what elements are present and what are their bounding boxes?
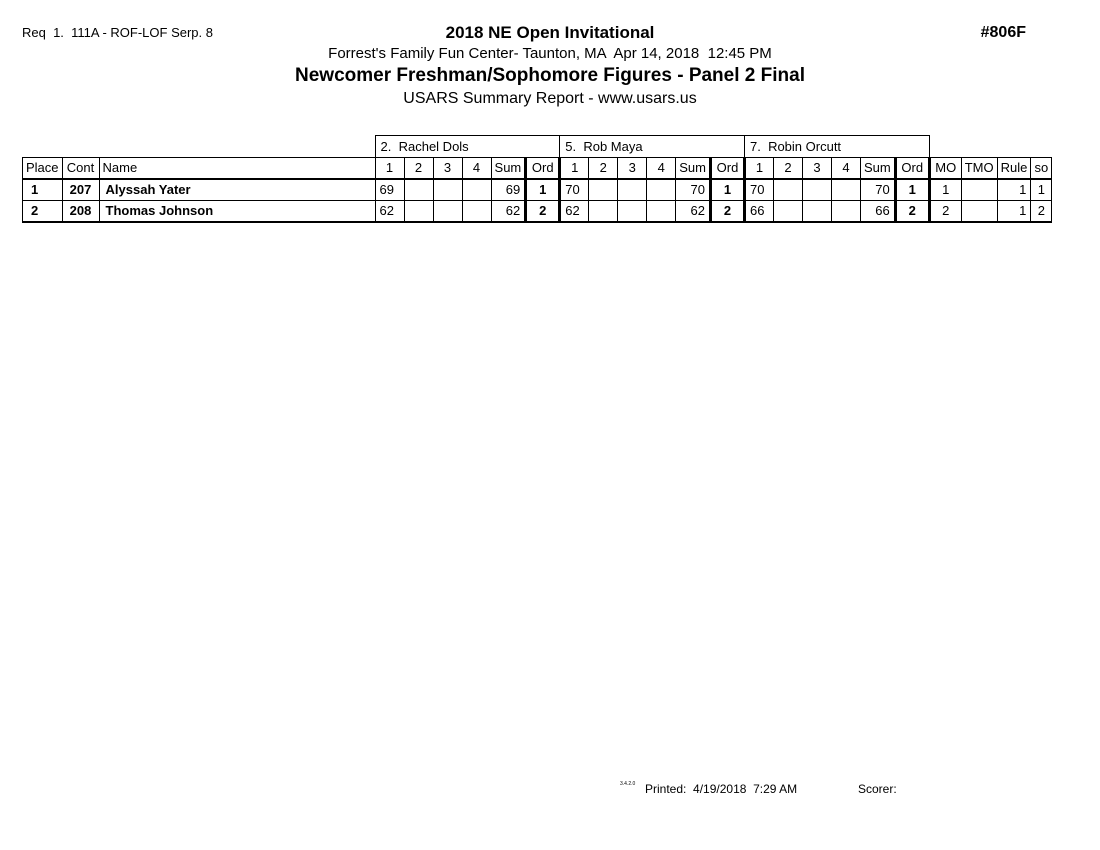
majority-ordinal-cell: 2	[929, 201, 961, 223]
j2-ordinal: 2	[711, 201, 745, 223]
sum-ordinals-cell: 1	[1031, 179, 1052, 201]
j2-score2	[589, 179, 618, 201]
j3-score2	[774, 201, 803, 223]
j2-score1: 62	[560, 201, 589, 223]
j3-score2	[774, 179, 803, 201]
software-version-tag: 3.4.2.0	[620, 781, 636, 787]
contestant-number-cell: 207	[62, 179, 99, 201]
total-majority-ordinal-cell	[961, 201, 997, 223]
j1-col-header-4: 4	[462, 158, 491, 180]
j2-score4	[647, 179, 676, 201]
j2-col-header-1: 1	[560, 158, 589, 180]
j1-col-header-ord: Ord	[526, 158, 560, 180]
j3-score1: 70	[745, 179, 774, 201]
j3-col-header-ord: Ord	[895, 158, 929, 180]
judge-row-left-spacer	[23, 136, 376, 158]
printed-datetime: 4/19/2018 7:29 AM	[693, 782, 798, 796]
col-header-rule: Rule	[997, 158, 1031, 180]
j3-col-header-sum: Sum	[861, 158, 896, 180]
j1-col-header-2: 2	[404, 158, 433, 180]
j2-col-header-ord: Ord	[711, 158, 745, 180]
j3-score4	[832, 179, 861, 201]
judge-3-name: 7. Robin Orcutt	[745, 136, 930, 158]
j2-score2	[589, 201, 618, 223]
col-header-cont: Cont	[62, 158, 99, 180]
j3-col-header-4: 4	[832, 158, 861, 180]
judge-row-right-spacer	[929, 136, 1052, 158]
table-row	[23, 179, 1052, 201]
col-header-so: so	[1031, 158, 1052, 180]
j2-col-header-2: 2	[589, 158, 618, 180]
results-table	[22, 135, 1052, 223]
j2-col-header-3: 3	[618, 158, 647, 180]
j1-sum: 69	[491, 179, 526, 201]
total-majority-ordinal-cell	[961, 179, 997, 201]
judge-names-row	[23, 136, 1052, 158]
printed-timestamp	[645, 782, 797, 796]
contestant-number-cell: 208	[62, 201, 99, 223]
j1-score3	[433, 179, 462, 201]
place-cell: 1	[23, 179, 63, 201]
j3-score4	[832, 201, 861, 223]
scorer-label: Scorer:	[858, 782, 897, 796]
j1-score4	[462, 201, 491, 223]
report-number: #806F	[980, 24, 1026, 41]
division-title: Newcomer Freshman/Sophomore Figures - Panel 2 Final	[295, 65, 805, 86]
j2-score4	[647, 201, 676, 223]
j3-col-header-3: 3	[803, 158, 832, 180]
j2-score3	[618, 179, 647, 201]
j1-score4	[462, 179, 491, 201]
j2-col-header-sum: Sum	[676, 158, 711, 180]
majority-ordinal-cell: 1	[929, 179, 961, 201]
j1-score1: 62	[375, 201, 404, 223]
j3-sum: 70	[861, 179, 896, 201]
skater-name-cell: Alyssah Yater	[99, 179, 375, 201]
j3-score3	[803, 179, 832, 201]
j2-score3	[618, 201, 647, 223]
j2-col-header-4: 4	[647, 158, 676, 180]
j3-ordinal: 1	[895, 179, 929, 201]
report-type-title: USARS Summary Report - www.usars.us	[403, 90, 697, 107]
j1-score3	[433, 201, 462, 223]
event-title: 2018 NE Open Invitational	[445, 23, 655, 42]
skater-name-cell: Thomas Johnson	[99, 201, 375, 223]
col-header-name: Name	[99, 158, 375, 180]
judge-2-name: 5. Rob Maya	[560, 136, 745, 158]
printed-label: Printed:	[645, 782, 687, 796]
rule-cell: 1	[997, 179, 1031, 201]
venue-date-line: Forrest's Family Fun Center- Taunton, MA Apr 14, 2018 12:45 PM	[328, 45, 772, 62]
judge-1-name: 2. Rachel Dols	[375, 136, 560, 158]
j2-sum: 70	[676, 179, 711, 201]
j1-ordinal: 2	[526, 201, 560, 223]
j3-ordinal: 2	[895, 201, 929, 223]
j1-col-header-sum: Sum	[491, 158, 526, 180]
j1-sum: 62	[491, 201, 526, 223]
column-header-row	[23, 158, 1052, 180]
j3-col-header-1: 1	[745, 158, 774, 180]
requirement-label: Req 1. 111A - ROF-LOF Serp. 8	[22, 25, 213, 40]
col-header-tmo: TMO	[961, 158, 997, 180]
j1-col-header-3: 3	[433, 158, 462, 180]
col-header-place: Place	[23, 158, 63, 180]
report-header	[0, 23, 1100, 111]
j2-score1: 70	[560, 179, 589, 201]
j3-col-header-2: 2	[774, 158, 803, 180]
j1-score2	[404, 179, 433, 201]
j1-col-header-1: 1	[375, 158, 404, 180]
j1-score2	[404, 201, 433, 223]
col-header-mo: MO	[929, 158, 961, 180]
rule-cell: 1	[997, 201, 1031, 223]
j3-sum: 66	[861, 201, 896, 223]
place-cell: 2	[23, 201, 63, 223]
sum-ordinals-cell: 2	[1031, 201, 1052, 223]
table-row	[23, 201, 1052, 223]
j3-score3	[803, 201, 832, 223]
j1-score1: 69	[375, 179, 404, 201]
j3-score1: 66	[745, 201, 774, 223]
j2-ordinal: 1	[711, 179, 745, 201]
j1-ordinal: 1	[526, 179, 560, 201]
j2-sum: 62	[676, 201, 711, 223]
